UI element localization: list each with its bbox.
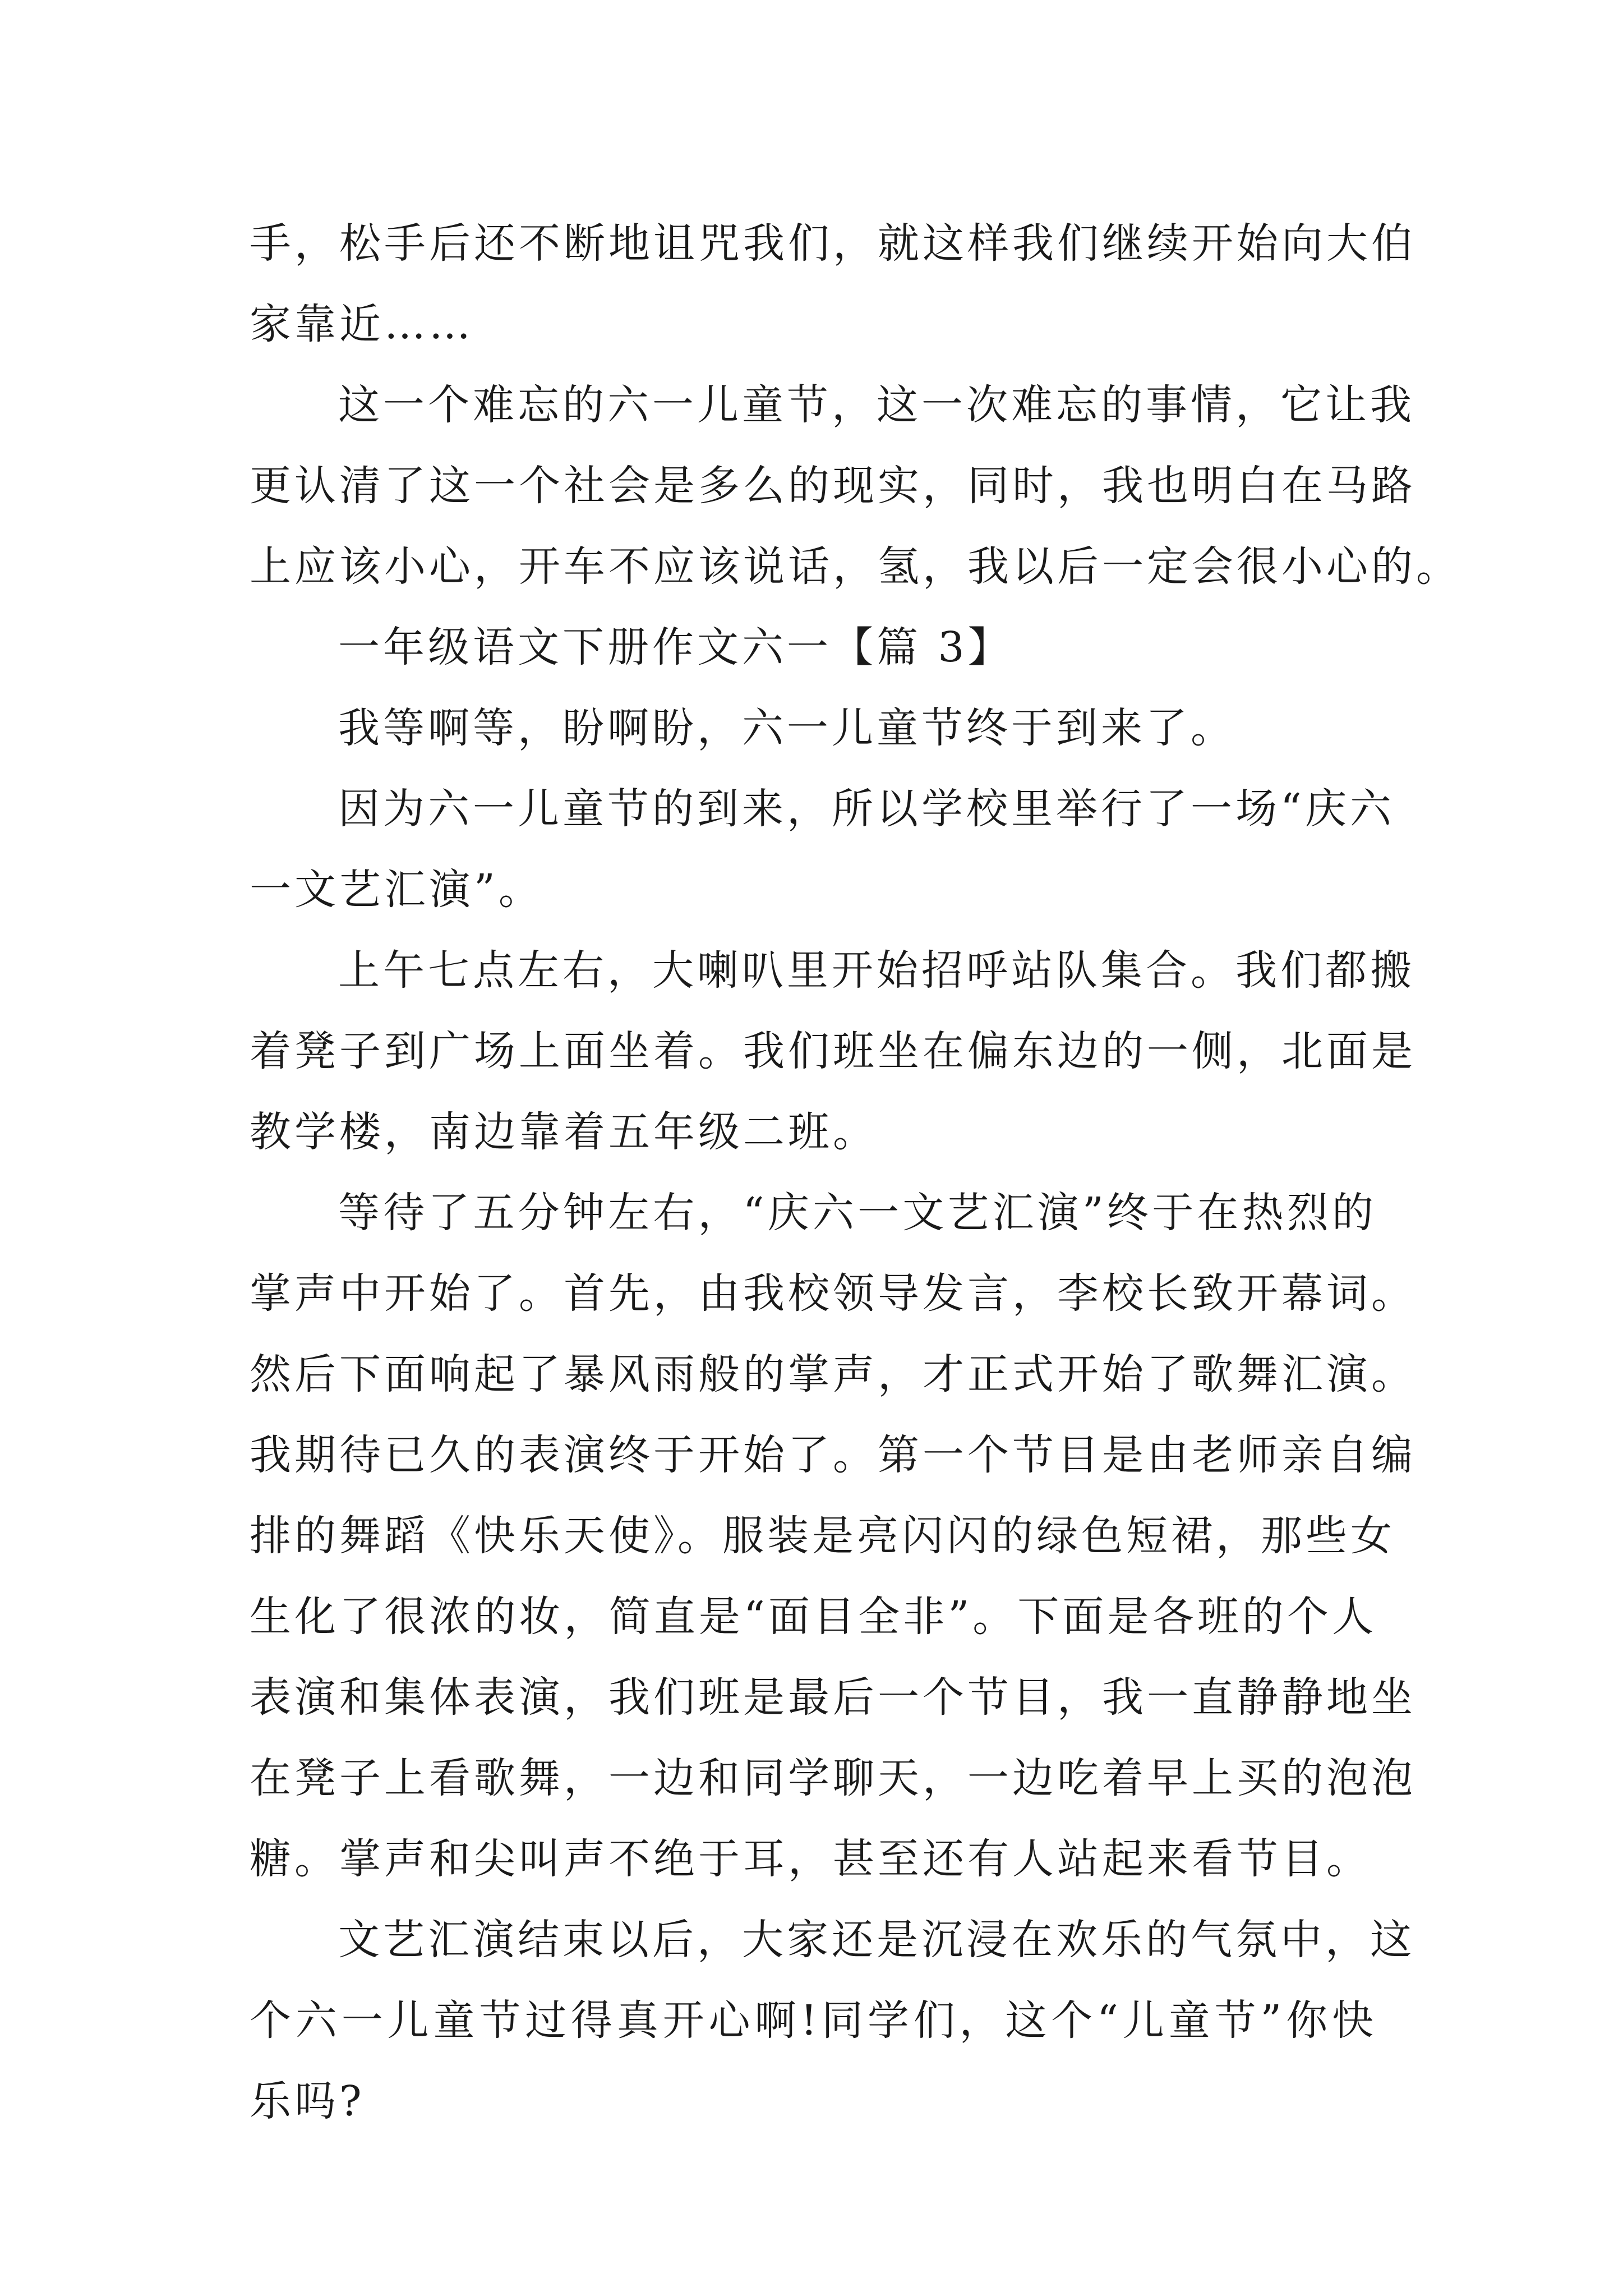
text-line: 因为六一儿童节的到来，所以学校里举行了一场“庆六 bbox=[338, 785, 1395, 833]
text-line: 这一个难忘的六一儿童节，这一次难忘的事情，它让我 bbox=[338, 381, 1415, 429]
text-line: 乐吗? bbox=[250, 2077, 365, 2125]
text-line: 个六一儿童节过得真开心啊!同学们，这个“儿童节”你快 bbox=[250, 1996, 1377, 2045]
text-line: 等待了五分钟左右，“庆六一文艺汇演”终于在热烈的 bbox=[338, 1189, 1377, 1237]
text-line: 生化了很浓的妆，简直是“面目全非”。下面是各班的个人 bbox=[250, 1593, 1377, 1641]
text-line: 我等啊等，盼啊盼，六一儿童节终于到来了。 bbox=[338, 704, 1235, 752]
text-line: 教学楼，南边靠着五年级二班。 bbox=[250, 1108, 878, 1156]
text-line: 在凳子上看歌舞，一边和同学聊天，一边吃着早上买的泡泡 bbox=[250, 1754, 1416, 1802]
text-line: 一文艺汇演”。 bbox=[250, 866, 543, 914]
text-line: 表演和集体表演，我们班是最后一个节目，我一直静静地坐 bbox=[250, 1673, 1416, 1722]
text-line: 家靠近…… bbox=[250, 300, 474, 348]
text-line: 排的舞蹈《快乐天使》。服装是亮闪闪的绿色短裙，那些女 bbox=[250, 1512, 1395, 1560]
text-line: 手，松手后还不断地诅咒我们，就这样我们继续开始向大伯 bbox=[250, 219, 1416, 268]
text-line: 着凳子到广场上面坐着。我们班坐在偏东边的一侧，北面是 bbox=[250, 1027, 1416, 1075]
text-line: 上应该小心，开车不应该说话，氢，我以后一定会很小心的。 bbox=[250, 542, 1461, 591]
document-body bbox=[250, 203, 1461, 2142]
section-heading: 一年级语文下册作文六一【篇 3】 bbox=[338, 623, 1013, 671]
text-line: 糖。掌声和尖叫声不绝于耳，甚至还有人站起来看节目。 bbox=[250, 1835, 1371, 1883]
text-line: 更认清了这一个社会是多么的现实，同时，我也明白在马路 bbox=[250, 462, 1416, 510]
text-line: 上午七点左右，大喇叭里开始招呼站队集合。我们都搬 bbox=[338, 946, 1415, 995]
text-line: 掌声中开始了。首先，由我校领导发言，李校长致开幕词。 bbox=[250, 1269, 1416, 1318]
text-line: 文艺汇演结束以后，大家还是沉浸在欢乐的气氛中，这 bbox=[338, 1916, 1415, 1964]
text-line: 然后下面响起了暴风雨般的掌声，才正式开始了歌舞汇演。 bbox=[250, 1350, 1416, 1398]
text-line: 我期待已久的表演终于开始了。第一个节目是由老师亲自编 bbox=[250, 1431, 1416, 1479]
